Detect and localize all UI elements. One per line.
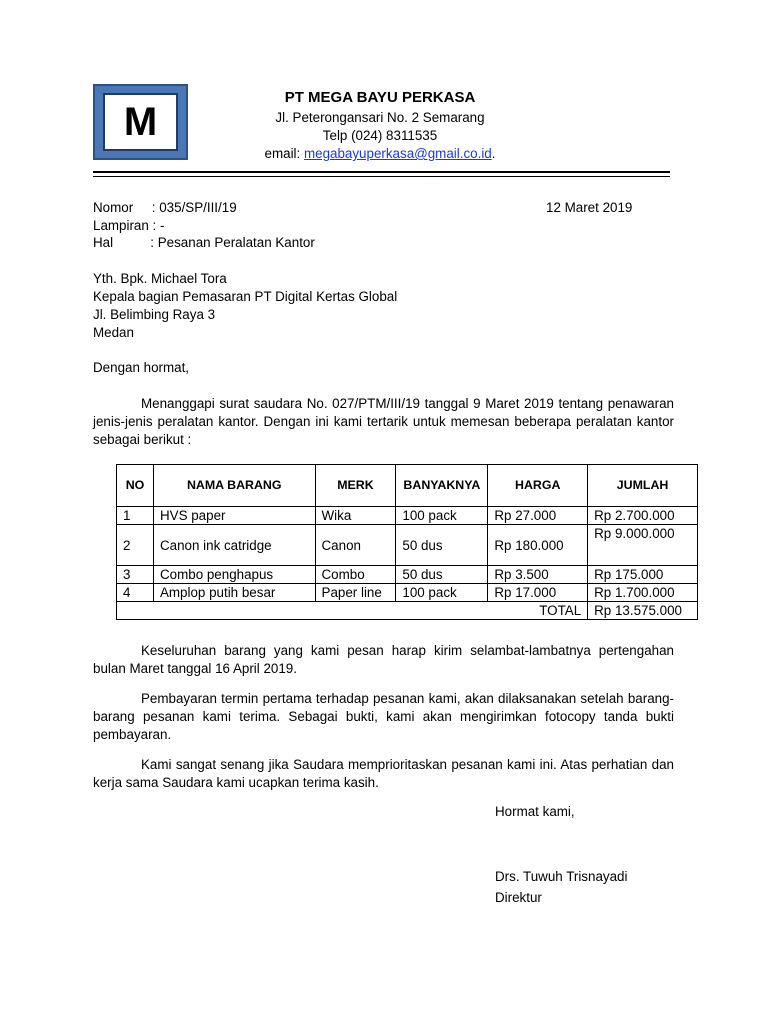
signatory-title: Direktur [495, 890, 542, 905]
cell-brand: Wika [315, 507, 396, 525]
recipient-position: Kepala bagian Pemasaran PT Digital Kertas Global [93, 289, 398, 304]
cell-no: 1 [117, 507, 154, 525]
company-address: Jl. Peterongansari No. 2 Semarang [275, 110, 485, 125]
header-quantity: BANYAKNYA [396, 465, 488, 507]
signatory-name: Drs. Tuwuh Trisnayadi [495, 869, 628, 884]
cell-item-name: Amplop putih besar [153, 584, 315, 602]
table-row [117, 525, 698, 566]
table-total-row [117, 602, 698, 620]
cell-no: 3 [117, 566, 154, 584]
cell-amount: Rp 9.000.000 [588, 525, 698, 566]
recipient-name: Yth. Bpk. Michael Tora [93, 271, 227, 286]
order-table [116, 464, 698, 620]
table-row [117, 566, 698, 584]
letter-subject: Hal : Pesanan Peralatan Kantor [93, 235, 315, 250]
intro-paragraph: Menanggapi surat saudara No. 027/PTM/III/19 tanggal 9 Maret 2019 tentang penawaran jenis-jenis peralatan kantor. Dengan ini kami tertarik untuk memesan beberapa peralatan kantor sebagai berikut : [93, 396, 674, 447]
cell-item-name: HVS paper [153, 507, 315, 525]
header-item-name: NAMA BARANG [153, 465, 315, 507]
table-header-row [117, 465, 698, 507]
letter-number: Nomor : 035/SP/III/19 [93, 200, 237, 215]
cell-price: Rp 180.000 [488, 525, 588, 566]
cell-amount: Rp 2.700.000 [588, 507, 698, 525]
cell-amount: Rp 1.700.000 [588, 584, 698, 602]
recipient-city: Medan [93, 325, 134, 340]
letterhead-rule-thin [93, 176, 670, 177]
recipient-street: Jl. Belimbing Raya 3 [93, 307, 216, 322]
cell-quantity: 100 pack [396, 584, 488, 602]
cell-brand: Combo [315, 566, 396, 584]
cell-price: Rp 3.500 [488, 566, 588, 584]
header-price: HARGA [488, 465, 588, 507]
header-brand: MERK [315, 465, 396, 507]
cell-brand: Paper line [315, 584, 396, 602]
company-name: PT MEGA BAYU PERKASA [284, 89, 476, 106]
cell-no: 2 [117, 525, 154, 566]
header-no: NO [117, 465, 154, 507]
cell-item-name: Combo penghapus [153, 566, 315, 584]
delivery-paragraph: Keseluruhan barang yang kami pesan harap kirim selambat-lambatnya pertengahan bulan Maret tanggal 16 April 2019. [93, 643, 674, 676]
payment-paragraph: Pembayaran termin pertama terhadap pesanan kami, akan dilaksanakan setelah barang-barang pesanan kami terima. Sebagai bukti, kami akan mengirimkan fotocopy tanda bukti pembayaran. [93, 691, 674, 742]
total-label: TOTAL [117, 602, 588, 620]
cell-price: Rp 27.000 [488, 507, 588, 525]
table-row [117, 584, 698, 602]
letter-date: 12 Maret 2019 [546, 200, 633, 215]
cell-no: 4 [117, 584, 154, 602]
company-email-line [220, 145, 540, 163]
email-link[interactable]: megabayuperkasa@gmail.co.id [303, 146, 492, 161]
cell-amount: Rp 175.000 [588, 566, 698, 584]
cell-price: Rp 17.000 [488, 584, 588, 602]
letter-attachment: Lampiran : - [93, 218, 165, 233]
cell-quantity: 50 dus [396, 566, 488, 584]
email-suffix: . [491, 146, 496, 161]
total-value: Rp 13.575.000 [588, 602, 698, 620]
company-logo [93, 84, 188, 160]
logo-letter: M [103, 93, 178, 151]
email-label: email: [264, 146, 304, 161]
closing-paragraph: Kami sangat senang jika Saudara memprioritaskan pesanan kami ini. Atas perhatian dan kerja sama Saudara kami ucapkan terima kasih. [93, 757, 674, 790]
cell-quantity: 100 pack [396, 507, 488, 525]
cell-item-name: Canon ink catridge [153, 525, 315, 566]
cell-brand: Canon [315, 525, 396, 566]
letterhead-rule-thick [93, 171, 670, 173]
closing-salutation: Hormat kami, [495, 804, 575, 819]
cell-quantity: 50 dus [396, 525, 488, 566]
company-phone: Telp (024) 8311535 [322, 128, 438, 143]
header-amount: JUMLAH [588, 465, 698, 507]
table-row [117, 507, 698, 525]
greeting: Dengan hormat, [93, 360, 190, 375]
